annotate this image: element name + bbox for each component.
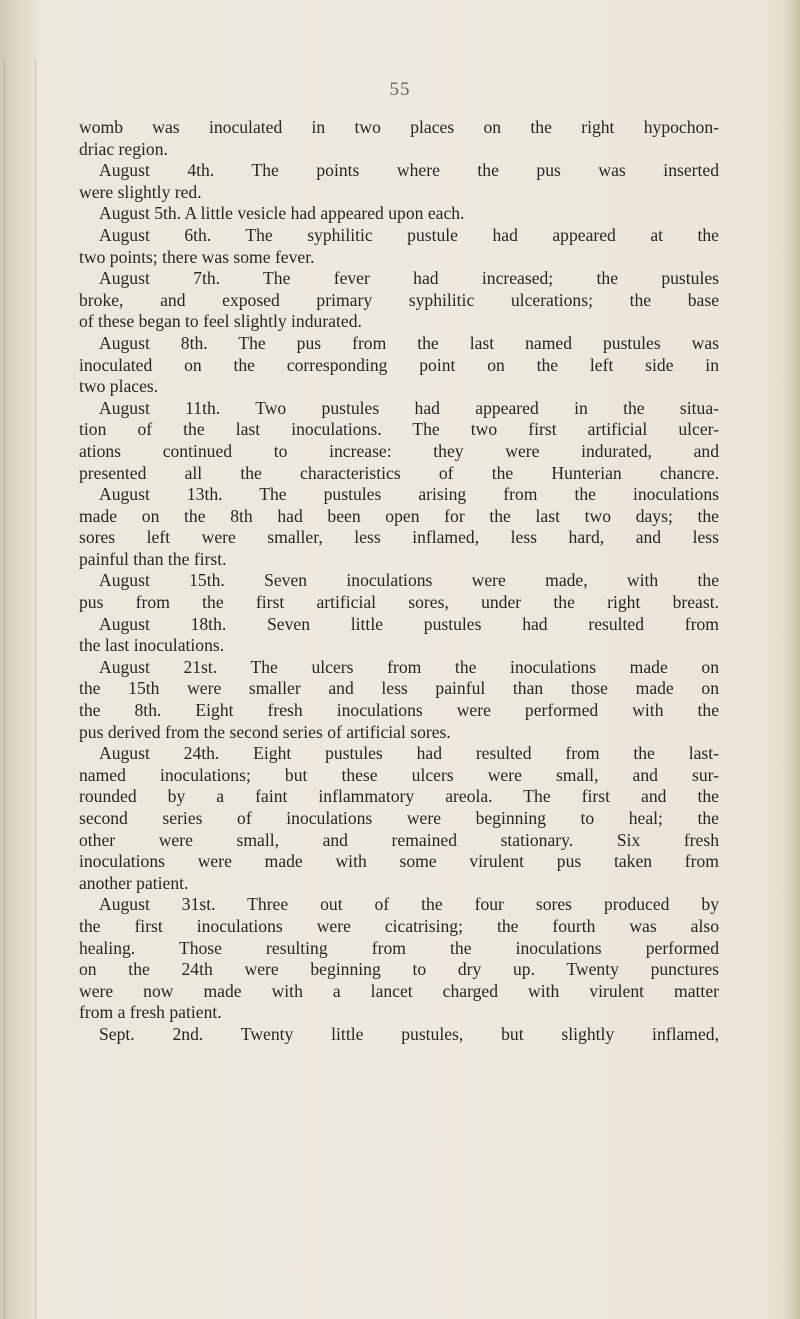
text-line: broke, and exposed primary syphilitic ulcerations; the base xyxy=(79,289,719,310)
text-line: driac region. xyxy=(79,138,168,159)
text-line: made on the 8th had been open for the last two days; the xyxy=(79,505,719,526)
text-line: rounded by a faint inflammatory areola. The first and the xyxy=(79,786,719,807)
text-line: the 15th were smaller and less painful than those made on xyxy=(79,678,719,699)
text-line: August 11th. Two pustules had appeared in the situa- xyxy=(99,397,719,418)
text-line: inoculations were made with some virulent pus taken from xyxy=(79,851,719,872)
text-line: August 15th. Seven inoculations were made, with the xyxy=(99,570,719,591)
text-line: Sept. 2nd. Twenty little pustules, but slightly inflamed, xyxy=(99,1023,719,1044)
text-line: were now made with a lancet charged with virulent matter xyxy=(79,980,719,1001)
text-line: another patient. xyxy=(79,872,189,893)
text-line: were slightly red. xyxy=(79,181,202,202)
text-line: two places. xyxy=(79,376,159,397)
text-line: painful than the first. xyxy=(79,548,227,569)
page-number: 55 xyxy=(389,79,411,100)
binding-edge xyxy=(4,60,36,1319)
text-line: pus from the first artificial sores, under the right breast. xyxy=(79,592,719,613)
text-line: of these began to feel slightly indurated. xyxy=(79,311,362,332)
text-line: inoculated on the corresponding point on the left side in xyxy=(79,354,719,375)
text-line: August 6th. The syphilitic pustule had appeared at the xyxy=(99,224,719,245)
body-text xyxy=(79,117,719,1046)
text-line: two points; there was some fever. xyxy=(79,246,315,267)
text-line: August 18th. Seven little pustules had resulted from xyxy=(99,613,719,634)
text-line: pus derived from the second series of artificial sores. xyxy=(79,721,451,742)
text-line: August 4th. The points where the pus was inserted xyxy=(99,160,719,181)
text-line: August 5th. A little vesicle had appeared upon each. xyxy=(99,203,465,224)
text-line: August 8th. The pus from the last named pustules was xyxy=(99,332,719,353)
text-line: August 21st. The ulcers from the inoculations made on xyxy=(99,656,719,677)
text-line: other were small, and remained stationary. Six fresh xyxy=(79,829,719,850)
text-line: the last inoculations. xyxy=(79,635,225,656)
text-line: August 31st. Three out of the four sores produced by xyxy=(99,894,719,915)
text-line: second series of inoculations were beginning to heal; the xyxy=(79,808,719,828)
page-edge xyxy=(782,0,800,1319)
text-line: sores left were smaller, less inflamed, less hard, and less xyxy=(79,527,719,548)
text-line: womb was inoculated in two places on the right hypochon- xyxy=(79,117,719,137)
text-line: presented all the characteristics of the Hunterian chancre. xyxy=(79,462,719,483)
text-line: the first inoculations were cicatrising; the fourth was also xyxy=(79,915,719,936)
text-line: ations continued to increase: they were indurated, and xyxy=(79,440,719,461)
text-line: from a fresh patient. xyxy=(79,1002,222,1023)
text-line: on the 24th were beginning to dry up. Twenty punctures xyxy=(79,959,719,980)
text-line: healing. Those resulting from the inoculations performed xyxy=(79,937,719,958)
text-line: August 13th. The pustules arising from the inoculations xyxy=(99,484,719,505)
text-line: named inoculations; but these ulcers were small, and sur- xyxy=(79,764,719,785)
text-line: August 7th. The fever had increased; the pustules xyxy=(99,268,719,289)
text-line: August 24th. Eight pustules had resulted from the last- xyxy=(99,743,719,764)
text-line: tion of the last inoculations. The two first artificial ulcer- xyxy=(79,419,719,440)
text-line: the 8th. Eight fresh inoculations were performed with the xyxy=(79,700,719,721)
